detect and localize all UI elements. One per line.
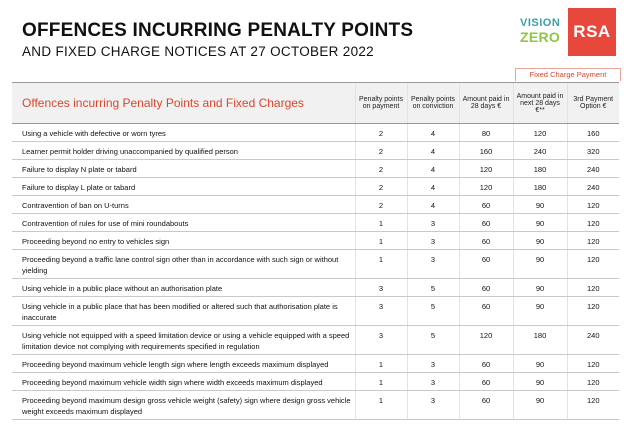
value-cell: 2 bbox=[355, 196, 407, 214]
offence-cell: Proceeding beyond maximum design gross vehicle weight (safety) sign where design gross vehicle weight exceeds maximum displayed bbox=[12, 391, 355, 420]
value-cell: 1 bbox=[355, 232, 407, 250]
offence-cell: Failure to display N plate or tabard bbox=[12, 160, 355, 178]
vision-logo-text: VISION bbox=[520, 17, 561, 29]
value-cell: 1 bbox=[355, 391, 407, 420]
value-cell: 240 bbox=[567, 160, 619, 178]
value-cell: 3 bbox=[407, 355, 459, 373]
table-row bbox=[12, 297, 619, 326]
value-cell: 4 bbox=[407, 124, 459, 142]
value-cell: 4 bbox=[407, 142, 459, 160]
table-row bbox=[12, 178, 619, 196]
value-cell: 1 bbox=[355, 373, 407, 391]
table-row bbox=[12, 142, 619, 160]
value-cell: 60 bbox=[459, 232, 513, 250]
value-cell: 60 bbox=[459, 250, 513, 279]
table-row bbox=[12, 373, 619, 391]
table-row bbox=[12, 124, 619, 142]
table-header-row bbox=[12, 83, 619, 124]
value-cell: 3 bbox=[407, 214, 459, 232]
value-cell: 1 bbox=[355, 355, 407, 373]
value-cell: 60 bbox=[459, 297, 513, 326]
value-cell: 2 bbox=[355, 142, 407, 160]
value-cell: 60 bbox=[459, 279, 513, 297]
value-cell: 3 bbox=[407, 373, 459, 391]
value-cell: 60 bbox=[459, 391, 513, 420]
value-cell: 120 bbox=[567, 391, 619, 420]
column-header: Penalty points on payment bbox=[355, 83, 407, 124]
table-row bbox=[12, 250, 619, 279]
offence-cell: Proceeding beyond no entry to vehicles sign bbox=[12, 232, 355, 250]
value-cell: 3 bbox=[407, 232, 459, 250]
value-cell: 120 bbox=[567, 373, 619, 391]
value-cell: 120 bbox=[567, 196, 619, 214]
table-body bbox=[12, 124, 619, 420]
table-row bbox=[12, 391, 619, 420]
offence-cell: Failure to display L plate or tabard bbox=[12, 178, 355, 196]
column-header: Penalty points on conviction bbox=[407, 83, 459, 124]
table-row bbox=[12, 160, 619, 178]
value-cell: 90 bbox=[513, 232, 567, 250]
value-cell: 60 bbox=[459, 355, 513, 373]
offence-cell: Proceeding beyond maximum vehicle width sign where width exceeds maximum displayed bbox=[12, 373, 355, 391]
table-row bbox=[12, 196, 619, 214]
value-cell: 60 bbox=[459, 214, 513, 232]
value-cell: 120 bbox=[459, 160, 513, 178]
value-cell: 90 bbox=[513, 297, 567, 326]
offence-cell: Contravention of ban on U-turns bbox=[12, 196, 355, 214]
value-cell: 160 bbox=[567, 124, 619, 142]
value-cell: 3 bbox=[355, 279, 407, 297]
value-cell: 160 bbox=[459, 142, 513, 160]
value-cell: 120 bbox=[567, 214, 619, 232]
value-cell: 120 bbox=[567, 232, 619, 250]
column-header: 3rd Payment Option € bbox=[567, 83, 619, 124]
value-cell: 120 bbox=[567, 279, 619, 297]
value-cell: 90 bbox=[513, 214, 567, 232]
table-title: Offences incurring Penalty Points and Fixed Charges bbox=[12, 83, 355, 124]
value-cell: 60 bbox=[459, 196, 513, 214]
table-row bbox=[12, 355, 619, 373]
value-cell: 60 bbox=[459, 373, 513, 391]
value-cell: 120 bbox=[567, 297, 619, 326]
value-cell: 1 bbox=[355, 214, 407, 232]
offence-cell: Proceeding beyond a traffic lane control sign other than in accordance with such sign or without yielding bbox=[12, 250, 355, 279]
value-cell: 3 bbox=[355, 297, 407, 326]
table-row bbox=[12, 232, 619, 250]
value-cell: 180 bbox=[513, 160, 567, 178]
rsa-logo: RSA bbox=[568, 8, 616, 56]
value-cell: 4 bbox=[407, 160, 459, 178]
value-cell: 2 bbox=[355, 124, 407, 142]
value-cell: 320 bbox=[567, 142, 619, 160]
value-cell: 90 bbox=[513, 279, 567, 297]
penalty-points-table bbox=[12, 82, 619, 420]
value-cell: 240 bbox=[567, 326, 619, 355]
offence-cell: Using vehicle in a public place without an authorisation plate bbox=[12, 279, 355, 297]
zero-logo-text: ZERO bbox=[520, 29, 561, 45]
value-cell: 3 bbox=[355, 326, 407, 355]
offence-cell: Using a vehicle with defective or worn tyres bbox=[12, 124, 355, 142]
value-cell: 120 bbox=[513, 124, 567, 142]
value-cell: 4 bbox=[407, 196, 459, 214]
value-cell: 120 bbox=[459, 178, 513, 196]
value-cell: 1 bbox=[355, 250, 407, 279]
offence-cell: Proceeding beyond maximum vehicle length sign where length exceeds maximum displayed bbox=[12, 355, 355, 373]
value-cell: 90 bbox=[513, 373, 567, 391]
value-cell: 5 bbox=[407, 326, 459, 355]
value-cell: 180 bbox=[513, 178, 567, 196]
value-cell: 5 bbox=[407, 297, 459, 326]
offence-cell: Using vehicle not equipped with a speed limitation device or using a vehicle equipped with a speed limitation device not complying with requirements specified in regulation bbox=[12, 326, 355, 355]
value-cell: 120 bbox=[459, 326, 513, 355]
vision-zero-logo bbox=[520, 18, 566, 44]
offence-cell: Contravention of rules for use of mini roundabouts bbox=[12, 214, 355, 232]
value-cell: 120 bbox=[567, 355, 619, 373]
table-row bbox=[12, 279, 619, 297]
value-cell: 2 bbox=[355, 178, 407, 196]
value-cell: 240 bbox=[567, 178, 619, 196]
fixed-charge-payment-label: Fixed Charge Payment bbox=[515, 68, 621, 81]
value-cell: 2 bbox=[355, 160, 407, 178]
value-cell: 5 bbox=[407, 279, 459, 297]
table-row bbox=[12, 214, 619, 232]
offence-cell: Using vehicle in a public place that has been modified or altered such that authorisation plate is inaccurate bbox=[12, 297, 355, 326]
column-header: Amount paid in next 28 days €** bbox=[513, 83, 567, 124]
value-cell: 4 bbox=[407, 178, 459, 196]
table-row bbox=[12, 326, 619, 355]
value-cell: 180 bbox=[513, 326, 567, 355]
page-subtitle: AND FIXED CHARGE NOTICES AT 27 OCTOBER 2022 bbox=[22, 44, 374, 59]
value-cell: 80 bbox=[459, 124, 513, 142]
value-cell: 3 bbox=[407, 391, 459, 420]
value-cell: 240 bbox=[513, 142, 567, 160]
value-cell: 120 bbox=[567, 250, 619, 279]
value-cell: 90 bbox=[513, 250, 567, 279]
value-cell: 90 bbox=[513, 355, 567, 373]
value-cell: 3 bbox=[407, 250, 459, 279]
page-title: OFFENCES INCURRING PENALTY POINTS bbox=[22, 20, 414, 41]
value-cell: 90 bbox=[513, 196, 567, 214]
offence-cell: Learner permit holder driving unaccompanied by qualified person bbox=[12, 142, 355, 160]
column-header: Amount paid in 28 days € bbox=[459, 83, 513, 124]
value-cell: 90 bbox=[513, 391, 567, 420]
